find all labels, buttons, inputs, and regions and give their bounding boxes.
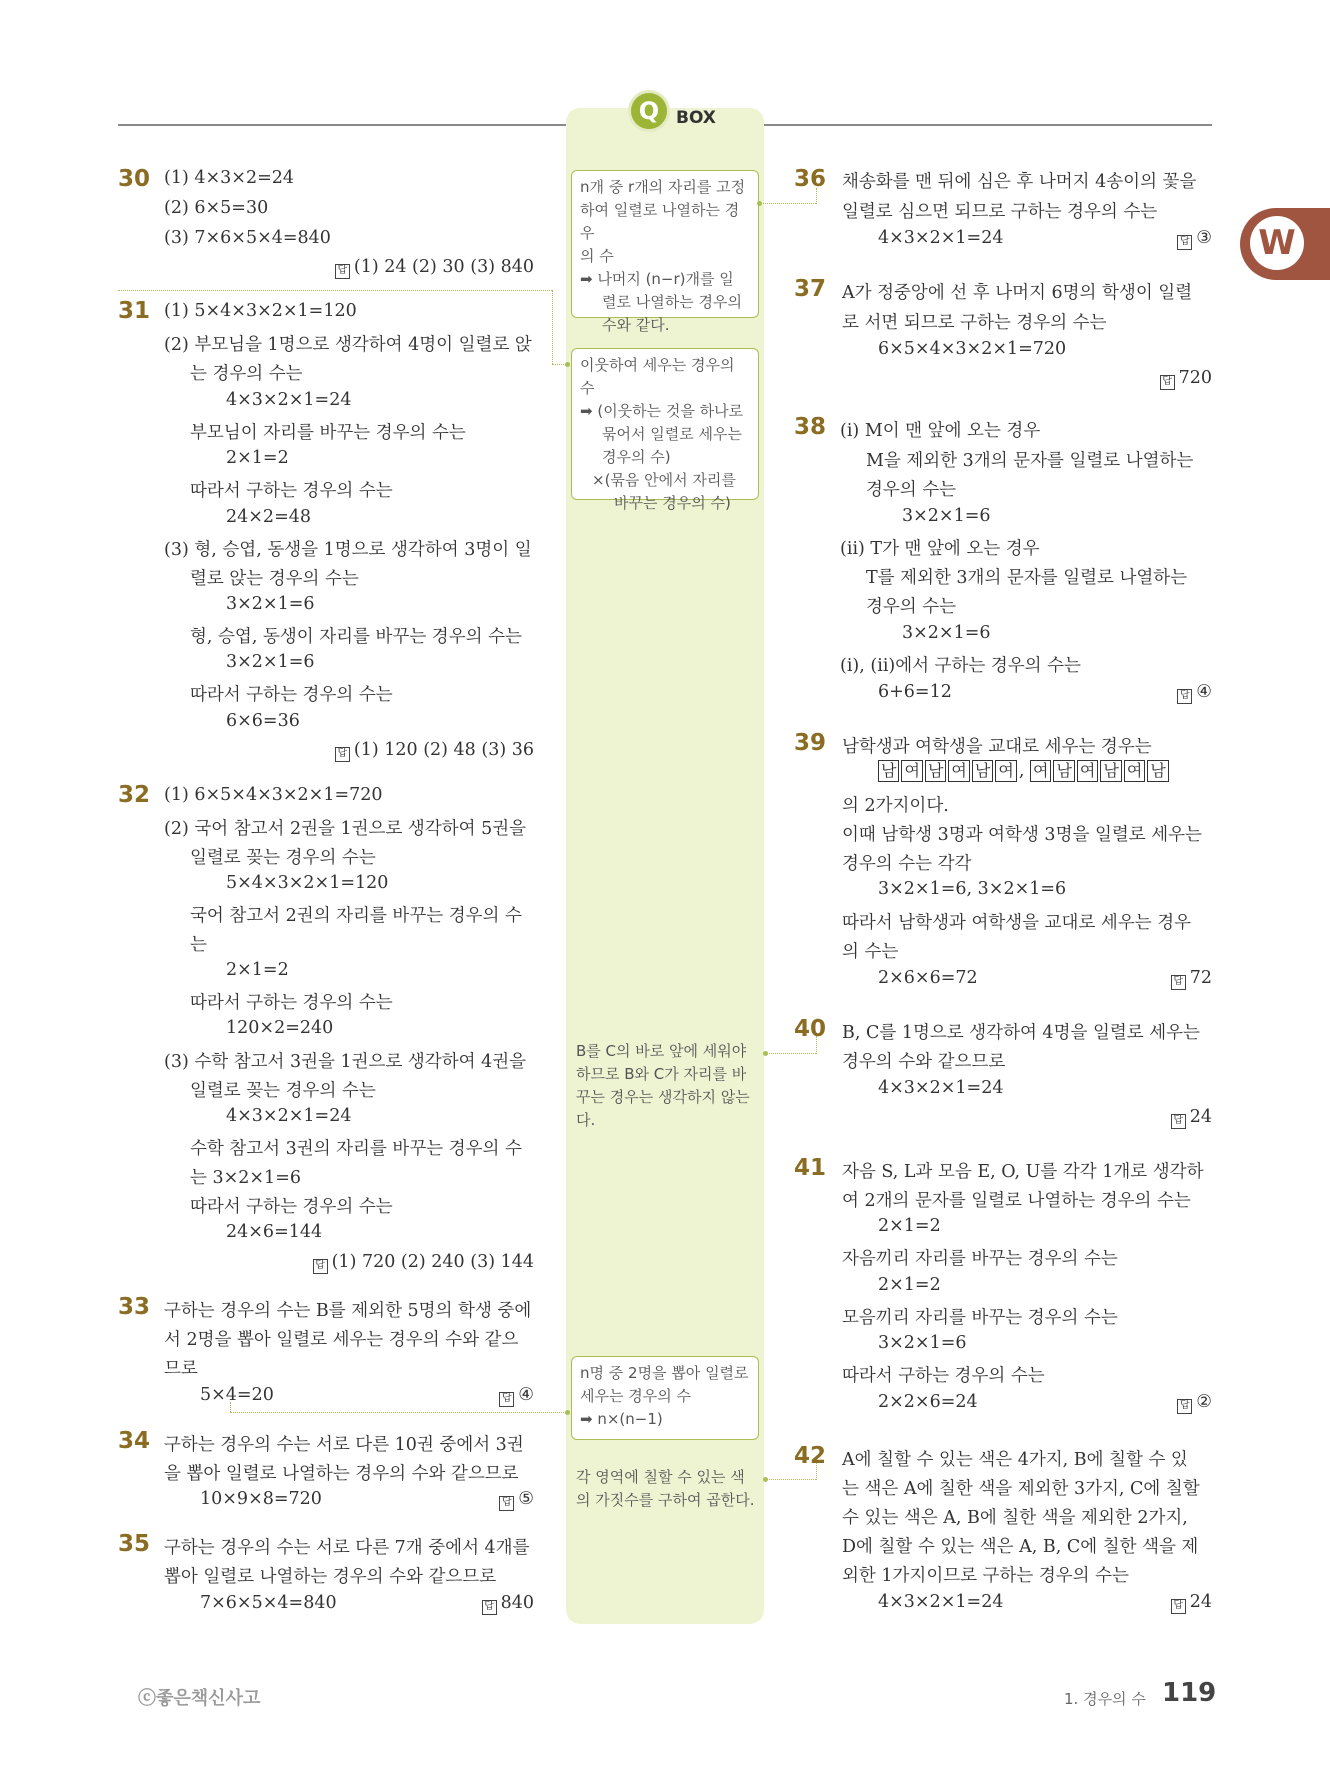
problem-number: 37 <box>794 276 827 302</box>
note-line: 바꾸는 경우의 수) <box>614 494 731 512</box>
solution-line: 3×2×1=6 <box>902 623 991 643</box>
solution-line: (3) 수학 참고서 3권을 1권으로 생각하여 4권을 <box>164 1052 527 1072</box>
answer <box>1177 1392 1212 1414</box>
answer-mark-icon: 답 <box>1177 235 1192 250</box>
box-cell: 여 <box>1124 760 1145 782</box>
problem-number: 34 <box>118 1428 151 1454</box>
solution-line: (ⅰ), (ⅱ)에서 구하는 경우의 수는 <box>840 656 1081 676</box>
box-cell: 남 <box>925 760 946 782</box>
box-cell: 여 <box>901 760 922 782</box>
solution-line: (2) 국어 참고서 2권을 1권으로 생각하여 5권을 <box>164 819 527 839</box>
note-line: 수와 같다. <box>602 316 670 334</box>
page-number: 119 <box>1162 1678 1217 1708</box>
solution-line: 2×6×6=72 <box>878 968 978 988</box>
connector-dot <box>565 362 570 367</box>
box-group-b <box>1030 760 1171 782</box>
answer-text: (1) 720 (2) 240 (3) 144 <box>331 1252 534 1272</box>
answer-text: ② <box>1196 1392 1212 1412</box>
note-line: 이웃하여 세우는 경우의 수 <box>580 356 735 397</box>
answer-mark-icon: 답 <box>1171 1114 1186 1129</box>
solution-line: 5×4×3×2×1=120 <box>226 873 389 893</box>
problem-number: 33 <box>118 1294 151 1320</box>
problem-number: 36 <box>794 166 827 192</box>
box-cell: 남 <box>1053 760 1074 782</box>
solution-line: 5×4=20 <box>200 1385 274 1405</box>
chapter-title: 1. 경우의 수 <box>1064 1690 1146 1708</box>
answer-text: (1) 120 (2) 48 (3) 36 <box>353 740 534 760</box>
solution-line: (ⅱ) T가 맨 앞에 오는 경우 <box>840 539 1040 559</box>
box-cell: 남 <box>878 760 899 782</box>
note-line: ➡ 나머지 (n−r)개를 일 <box>580 270 734 288</box>
solution-line: 는 3×2×1=6 <box>190 1168 301 1188</box>
solution-line: D에 칠할 수 있는 색은 A, B, C에 칠한 색을 제 <box>842 1537 1199 1557</box>
solution-line: 경우의 수와 같으므로 <box>842 1052 1006 1072</box>
solution-line: 7×6×5×4=840 <box>200 1593 337 1613</box>
solution-line: 는 <box>190 935 207 955</box>
connector-dot <box>565 1410 570 1415</box>
solution-line: 자음끼리 자리를 바꾸는 경우의 수는 <box>842 1249 1118 1269</box>
connector-line <box>118 290 552 291</box>
solution-line: 렬로 앉는 경우의 수는 <box>190 569 359 589</box>
answer-text: ④ <box>518 1385 534 1405</box>
box-cell: 여 <box>1077 760 1098 782</box>
answer-mark-icon: 답 <box>1177 1399 1192 1414</box>
solution-line: 따라서 구하는 경우의 수는 <box>190 993 393 1013</box>
answer <box>1171 968 1212 990</box>
connector-line <box>230 1412 570 1413</box>
solution-line: 3×2×1=6 <box>878 1333 967 1353</box>
answer-text: ④ <box>1196 682 1212 702</box>
answer <box>1177 228 1212 250</box>
solution-line: 자음 S, L과 모음 E, O, U를 각각 1개로 생각하 <box>842 1162 1204 1182</box>
solution-line: 120×2=240 <box>226 1018 334 1038</box>
answer <box>313 1252 534 1274</box>
solution-line: (3) 7×6×5×4=840 <box>164 228 331 248</box>
problem-number: 38 <box>794 414 827 440</box>
solution-line: (3) 형, 승엽, 동생을 1명으로 생각하여 3명이 일 <box>164 540 532 560</box>
note-line: n개 중 r개의 자리를 고정 <box>580 178 746 196</box>
solution-line: 부모님이 자리를 바꾸는 경우의 수는 <box>190 423 466 443</box>
solution-line: 4×3×2×1=24 <box>226 390 352 410</box>
solution-line: 24×2=48 <box>226 507 311 527</box>
solution-line: 서 2명을 뽑아 일렬로 세우는 경우의 수와 같으 <box>164 1330 519 1350</box>
answer <box>1177 682 1212 704</box>
box-cell: 남 <box>1100 760 1121 782</box>
answer-text: 72 <box>1189 968 1212 988</box>
solution-line: (1) 6×5×4×3×2×1=720 <box>164 785 383 805</box>
solution-line: 일렬로 심으면 되므로 구하는 경우의 수는 <box>842 202 1158 222</box>
connector-line <box>766 1479 816 1480</box>
note-line: ➡ (이웃하는 것을 하나로 <box>580 402 744 420</box>
answer <box>1160 368 1212 390</box>
solution-line: 경우의 수는 각각 <box>842 854 972 874</box>
solution-line: (1) 5×4×3×2×1=120 <box>164 301 357 321</box>
solution-line: A가 정중앙에 선 후 나머지 6명의 학생이 일렬 <box>842 283 1193 303</box>
note-line: 꾸는 경우는 생각하지 않는 <box>576 1088 750 1106</box>
problem-number: 31 <box>118 298 151 324</box>
solution-line: B, C를 1명으로 생각하여 4명을 일렬로 세우는 <box>842 1023 1200 1043</box>
box-group-a <box>878 760 1019 782</box>
solution-line: 의 2가지이다. <box>842 796 949 816</box>
solution-line: 여 2개의 문자를 일렬로 나열하는 경우의 수는 <box>842 1191 1191 1211</box>
box-separator: , <box>1018 761 1025 781</box>
note-line: 묶어서 일렬로 세우는 <box>602 425 742 443</box>
note-line: 하여 일렬로 나열하는 경우 <box>580 201 740 242</box>
connector-line <box>760 203 816 204</box>
solution-line: 2×1=2 <box>878 1216 941 1236</box>
note-line: 렬로 나열하는 경우의 <box>602 293 742 311</box>
answer <box>1171 1592 1212 1614</box>
solution-line: 므로 <box>164 1359 198 1379</box>
answer <box>335 740 534 762</box>
solution-line: 10×9×8=720 <box>200 1489 322 1509</box>
answer-mark-icon: 답 <box>335 747 350 762</box>
problem-number: 32 <box>118 782 151 808</box>
answer-mark-icon: 답 <box>1171 1599 1186 1614</box>
box-label: BOX <box>676 108 716 128</box>
solution-line: 남학생과 여학생을 교대로 세우는 경우는 <box>842 737 1152 757</box>
box-cell: 남 <box>972 760 993 782</box>
solution-line: 는 경우의 수는 <box>190 364 303 384</box>
note-line: ×(묶음 안에서 자리를 <box>592 471 736 489</box>
note-line: ➡ n×(n−1) <box>580 1410 663 1428</box>
box-cell: 여 <box>1030 760 1051 782</box>
solution-line: (1) 4×3×2=24 <box>164 168 295 188</box>
problem-number: 35 <box>118 1531 151 1557</box>
box-cell: 남 <box>1147 760 1168 782</box>
answer-mark-icon: 답 <box>1177 689 1192 704</box>
solution-line: 24×6=144 <box>226 1222 323 1242</box>
solution-line: 구하는 경우의 수는 B를 제외한 5명의 학생 중에 <box>164 1301 532 1321</box>
solution-line: 2×1=2 <box>878 1275 941 1295</box>
solution-line: M을 제외한 3개의 문자를 일렬로 나열하는 <box>866 451 1194 471</box>
solution-line: 국어 참고서 2권의 자리를 바꾸는 경우의 수 <box>190 906 522 926</box>
solution-line: (2) 6×5=30 <box>164 198 269 218</box>
header-rule-left <box>118 124 568 126</box>
note-line: 경우의 수) <box>602 448 671 466</box>
note-color-regions <box>576 1466 762 1512</box>
answer <box>482 1593 534 1615</box>
answer-mark-icon: 답 <box>1160 375 1175 390</box>
answer-text: 24 <box>1189 1592 1212 1612</box>
solution-line: 구하는 경우의 수는 서로 다른 7개 중에서 4개를 <box>164 1538 530 1558</box>
solution-line: 수학 참고서 3권의 자리를 바꾸는 경우의 수 <box>190 1139 522 1159</box>
note-line: 각 영역에 칠할 수 있는 색 <box>576 1468 745 1486</box>
solution-line: 을 뽑아 일렬로 나열하는 경우의 수와 같으므로 <box>164 1464 519 1484</box>
solution-line: 2×1=2 <box>226 960 289 980</box>
q-logo-icon <box>628 90 670 132</box>
solution-line: 수 있는 색은 A, B에 칠한 색을 제외한 2가지, <box>842 1508 1188 1528</box>
answer-mark-icon: 답 <box>499 1392 514 1407</box>
answer <box>499 1489 534 1511</box>
solution-line: 따라서 구하는 경우의 수는 <box>190 1197 393 1217</box>
note-fixed-position <box>571 170 759 334</box>
solution-line: 외한 1가지이므로 구하는 경우의 수는 <box>842 1566 1129 1586</box>
solution-line: 4×3×2×1=24 <box>878 1592 1004 1612</box>
note-choose-two <box>571 1356 759 1440</box>
solution-line: 3×2×1=6 <box>902 506 991 526</box>
note-b-before-c <box>576 1040 762 1132</box>
solution-line: 따라서 구하는 경우의 수는 <box>190 481 393 501</box>
solution-line: 따라서 구하는 경우의 수는 <box>190 685 393 705</box>
solution-line: 6×6=36 <box>226 711 300 731</box>
problem-number: 39 <box>794 730 827 756</box>
answer-text: (1) 24 (2) 30 (3) 840 <box>353 257 534 277</box>
box-cell: 여 <box>995 760 1016 782</box>
note-line: 의 가짓수를 구하여 곱한다. <box>576 1491 755 1509</box>
solution-line: 4×3×2×1=24 <box>878 1078 1004 1098</box>
note-line: 세우는 경우의 수 <box>580 1387 691 1405</box>
solution-line: 구하는 경우의 수는 서로 다른 10권 중에서 3권 <box>164 1435 524 1455</box>
arrangement-boxes <box>878 760 1171 782</box>
solution-line: 2×1=2 <box>226 448 289 468</box>
problem-number: 41 <box>794 1155 827 1181</box>
answer <box>499 1385 534 1407</box>
solution-line: 2×2×6=24 <box>878 1392 978 1412</box>
problem-number: 30 <box>118 166 151 192</box>
solution-line: 일렬로 꽂는 경우의 수는 <box>190 848 376 868</box>
answer-mark-icon: 답 <box>335 264 350 279</box>
solution-line: 6+6=12 <box>878 682 952 702</box>
solution-line: 따라서 구하는 경우의 수는 <box>842 1366 1045 1386</box>
solution-line: 는 색은 A에 칠한 색을 제외한 3가지, C에 칠할 <box>842 1479 1200 1499</box>
note-line: 다. <box>576 1111 596 1129</box>
solution-line: 일렬로 꽂는 경우의 수는 <box>190 1081 376 1101</box>
solution-line: 이때 남학생 3명과 여학생 3명을 일렬로 세우는 <box>842 825 1202 845</box>
side-tab <box>1240 208 1330 280</box>
note-adjacent <box>571 348 759 512</box>
connector-line <box>552 290 553 364</box>
solution-line: 4×3×2×1=24 <box>878 228 1004 248</box>
answer-mark-icon: 답 <box>482 1600 497 1615</box>
solution-line: 경우의 수는 <box>866 597 957 617</box>
box-cell: 여 <box>948 760 969 782</box>
answer-text: ③ <box>1196 228 1212 248</box>
answer-mark-icon: 답 <box>1171 975 1186 990</box>
problem-number: 40 <box>794 1016 827 1042</box>
solution-line: 형, 승엽, 동생이 자리를 바꾸는 경우의 수는 <box>190 627 522 647</box>
solution-line: (ⅰ) M이 맨 앞에 오는 경우 <box>840 421 1041 441</box>
q-letter: Q <box>638 97 660 125</box>
solution-line: 3×2×1=6 <box>226 594 315 614</box>
note-line: n명 중 2명을 뽑아 일렬로 <box>580 1364 749 1382</box>
answer-text: 24 <box>1189 1107 1212 1127</box>
note-line: 의 수 <box>580 247 614 265</box>
solution-line: 3×2×1=6 <box>226 652 315 672</box>
header-rule-right <box>762 124 1212 126</box>
answer-mark-icon: 답 <box>499 1496 514 1511</box>
answer <box>1171 1107 1212 1129</box>
answer-text: ⑤ <box>518 1489 534 1509</box>
solution-line: 모음끼리 자리를 바꾸는 경우의 수는 <box>842 1308 1118 1328</box>
publisher-logo: ⓒ좋은책신사고 <box>138 1688 261 1709</box>
answer-text: 840 <box>500 1593 534 1613</box>
solution-line: A에 칠할 수 있는 색은 4가지, B에 칠할 수 있 <box>842 1450 1188 1470</box>
solution-line: 3×2×1=6, 3×2×1=6 <box>878 879 1067 899</box>
solution-line: 로 서면 되므로 구하는 경우의 수는 <box>842 313 1107 333</box>
solution-line: T를 제외한 3개의 문자를 일렬로 나열하는 <box>866 568 1188 588</box>
solution-line: 6×5×4×3×2×1=720 <box>878 339 1067 359</box>
solution-line: 경우의 수는 <box>866 480 957 500</box>
answer-mark-icon: 답 <box>313 1259 328 1274</box>
note-line: 하므로 B와 C가 자리를 바 <box>576 1065 747 1083</box>
w-logo-icon: W <box>1250 216 1304 270</box>
solution-line: 의 수는 <box>842 942 899 962</box>
note-line: B를 C의 바로 앞에 세워야 <box>576 1042 747 1060</box>
solution-line: 4×3×2×1=24 <box>226 1106 352 1126</box>
solution-line: (2) 부모님을 1명으로 생각하여 4명이 일렬로 앉 <box>164 335 532 355</box>
answer <box>335 257 534 279</box>
answer-text: 720 <box>1178 368 1212 388</box>
problem-number: 42 <box>794 1443 827 1469</box>
solution-line: 채송화를 맨 뒤에 심은 후 나머지 4송이의 꽃을 <box>842 172 1197 192</box>
connector-line <box>766 1053 816 1054</box>
solution-line: 따라서 남학생과 여학생을 교대로 세우는 경우 <box>842 913 1192 933</box>
solution-line: 뽑아 일렬로 나열하는 경우의 수와 같으므로 <box>164 1567 497 1587</box>
